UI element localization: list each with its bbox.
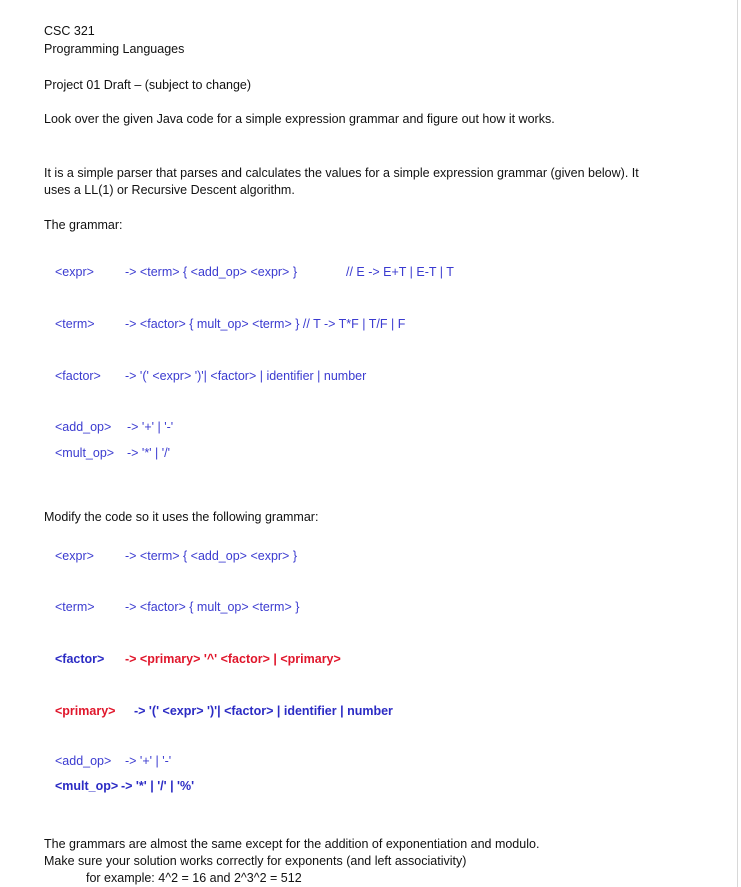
g2-mult-op-rhs: -> '*' | '/' | '%' bbox=[121, 779, 195, 793]
g1-expr-rhs: -> <term> { <add_op> <expr> } bbox=[125, 265, 298, 279]
g1-expr-comment: // E -> E+T | E-T | T bbox=[346, 265, 454, 279]
g2-expr-rhs: -> <term> { <add_op> <expr> } bbox=[125, 549, 298, 563]
g2-add-op-rhs: -> '+' | '-' bbox=[125, 754, 172, 768]
footer-line1: The grammars are almost the same except for the addition of exponentiation and modulo. bbox=[44, 837, 540, 851]
footer-line3: for example: 4^2 = 16 and 2^3^2 = 512 bbox=[86, 871, 302, 885]
g2-expr-lhs: <expr> bbox=[55, 549, 94, 563]
course-code: CSC 321 bbox=[44, 24, 95, 38]
g1-expr-lhs: <expr> bbox=[55, 265, 94, 279]
intro-look-over: Look over the given Java code for a simple expression grammar and figure out how it works. bbox=[44, 112, 555, 126]
g1-mult-op-rhs: -> '*' | '/' bbox=[127, 446, 171, 460]
g2-factor-rhs: -> <primary> '^' <factor> | <primary> bbox=[125, 652, 341, 666]
g1-add-op-rhs: -> '+' | '-' bbox=[127, 420, 174, 434]
g2-mult-op-lhs: <mult_op> bbox=[55, 779, 119, 793]
footer-line2: Make sure your solution works correctly for exponents (and left associativity) bbox=[44, 854, 467, 868]
g1-term-rhs: -> <factor> { mult_op> <term> } // T -> T*F | T/F | F bbox=[125, 317, 406, 331]
modify-heading: Modify the code so it uses the following grammar: bbox=[44, 510, 319, 524]
g1-factor-rhs: -> '(' <expr> ')'| <factor> | identifier | number bbox=[125, 369, 367, 383]
intro-parser-line2: uses a LL(1) or Recursive Descent algorithm. bbox=[44, 183, 295, 197]
project-title: Project 01 Draft – (subject to change) bbox=[44, 78, 252, 92]
g2-factor-lhs: <factor> bbox=[55, 652, 105, 666]
g1-add-op-lhs: <add_op> bbox=[55, 420, 112, 434]
g2-add-op-lhs: <add_op> bbox=[55, 754, 112, 768]
g1-term-lhs: <term> bbox=[55, 317, 95, 331]
g2-term-rhs: -> <factor> { mult_op> <term> } bbox=[125, 600, 300, 614]
g2-primary-rhs: -> '(' <expr> ')'| <factor> | identifier | number bbox=[134, 704, 393, 718]
intro-parser-line1: It is a simple parser that parses and calculates the values for a simple expression grammar (given below). It bbox=[44, 166, 639, 180]
g2-primary-lhs: <primary> bbox=[55, 704, 116, 718]
g1-factor-lhs: <factor> bbox=[55, 369, 101, 383]
g2-term-lhs: <term> bbox=[55, 600, 95, 614]
g1-mult-op-lhs: <mult_op> bbox=[55, 446, 115, 460]
grammar-heading: The grammar: bbox=[44, 218, 123, 232]
course-name: Programming Languages bbox=[44, 42, 185, 56]
